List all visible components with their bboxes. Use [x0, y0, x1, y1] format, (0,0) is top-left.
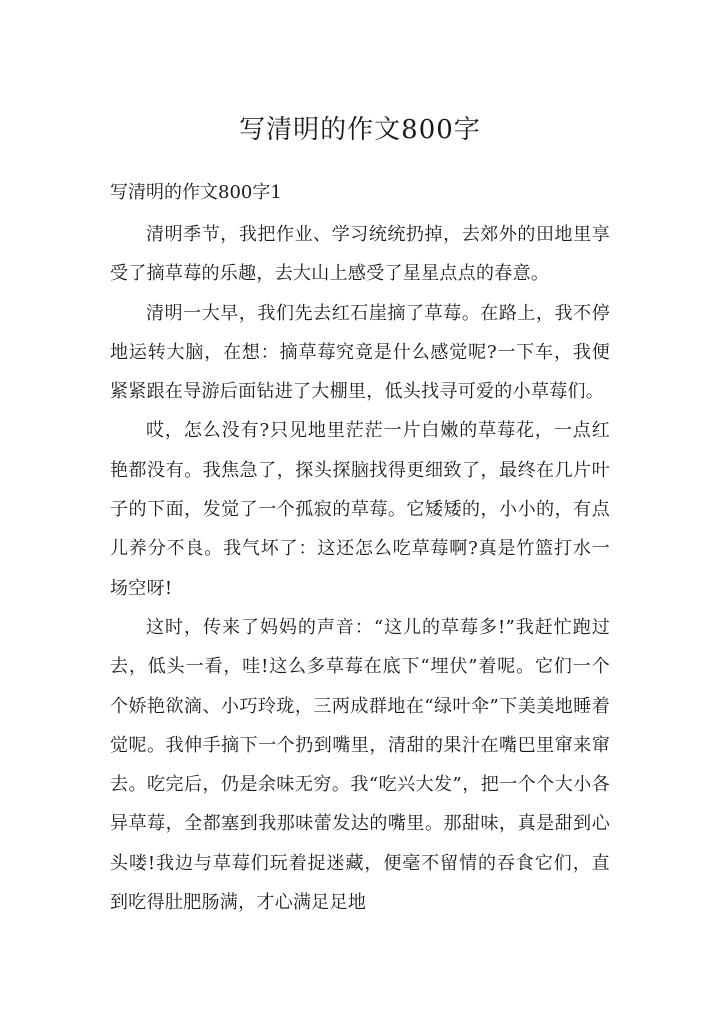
section-heading: 写清明的作文800字1 [110, 182, 282, 203]
paragraph: 哎，怎么没有?只见地里茫茫一片白嫩的草莓花，一点红艳都没有。我焦急了，探头探脑找得更细致了，最终在几片叶子的下面，发觉了一个孤寂的草莓。它矮矮的，小小的，有点儿养分不良。我气坏了：这还怎么吃草莓啊?真是竹篮打水一场空呀! [110, 420, 610, 599]
paragraph: 清明季节，我把作业、学习统统扔掉，去郊外的田地里享受了摘草莓的乐趣，去大山上感受了星星点点的春意。 [110, 224, 610, 285]
document-title: 写清明的作文800字 [239, 115, 481, 145]
paragraph: 清明一大早，我们先去红石崖摘了草莓。在路上，我不停地运转大脑，在想：摘草莓究竟是什么感觉呢?一下车，我便紧紧跟在导游后面钻进了大棚里，低头找寻可爱的小草莓们。 [110, 302, 610, 403]
paragraph: 这时，传来了妈妈的声音：“这儿的草莓多!”我赶忙跑过去，低头一看，哇!这么多草莓在底下“埋伏”着呢。它们一个个娇艳欲滴、小巧玲珑，三两成群地在“绿叶伞”下美美地睡着觉呢。我伸手摘下一个扔到嘴里，清甜的果汁在嘴巴里窜来窜去。吃完后，仍是余味无穷。我“吃兴大发”，把一个个大小各异草莓，全都塞到我那味蕾发达的嘴里。那甜味，真是甜到心头喽!我边与草莓们玩着捉迷藏，便毫不留情的吞食它们，直到吃得肚肥肠满，才心满足足地 [110, 616, 610, 914]
document-body [110, 215, 610, 922]
